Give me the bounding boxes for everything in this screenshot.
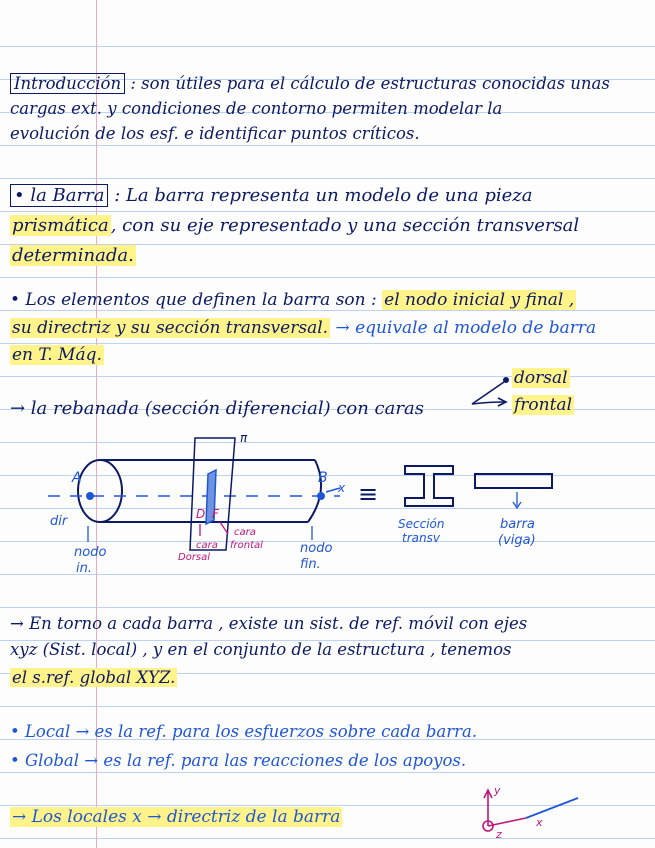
barra-text-2a: prismática <box>12 215 109 236</box>
node-B <box>317 492 325 500</box>
elementos-text-3: en T. Máq. <box>12 345 102 365</box>
label-pi: π <box>240 431 248 445</box>
label-dir: dir <box>50 514 68 529</box>
axis-x-short <box>488 818 526 826</box>
barra-line-3 <box>10 245 136 266</box>
barra-label: • la Barra <box>10 184 108 207</box>
equals-sign: ≡ <box>358 480 379 508</box>
locales-line <box>10 807 342 827</box>
sist-ref-text-3: el s.ref. global XYZ. <box>12 668 176 687</box>
label-seccion-2: transv <box>402 531 440 545</box>
barra-text-3: determinada. <box>12 245 134 266</box>
node-A <box>86 492 94 500</box>
rebanada-frontal: frontal <box>514 395 573 415</box>
elementos-text-2a: su directriz y su sección transversal. <box>12 318 329 338</box>
label-D: D <box>196 507 206 521</box>
label-A: A <box>72 470 82 486</box>
intro-label: Introducción <box>10 73 125 94</box>
rebanada-dorsal: dorsal <box>514 368 568 388</box>
elementos-text-2b: → equivale al modelo de barra <box>335 318 597 338</box>
label-nodo-in-2: in. <box>76 561 92 576</box>
label-cara-dorsal-1: cara <box>196 540 218 551</box>
label-B: B <box>318 470 328 486</box>
rebanada-line: → la rebanada (sección diferencial) con caras <box>10 398 424 419</box>
label-cara-dorsal-2: Dorsal <box>178 552 211 563</box>
label-axis-z: z <box>496 828 502 841</box>
elementos-text-1b: el nodo inicial y final , <box>384 290 575 310</box>
sist-ref-line-2: xyz (Sist. local) , y en el conjunto de la estructura , tenemos <box>10 640 512 659</box>
label-barra-1: barra <box>500 517 535 532</box>
label-seccion-1: Sección <box>398 517 445 531</box>
intro-line-1 <box>10 74 610 93</box>
elementos-line-1 <box>10 290 576 310</box>
bullet-local: • Local → es la ref. para los esfuerzos sobre cada barra. <box>10 722 478 741</box>
label-nodo-fin-1: nodo <box>300 541 333 556</box>
barra-text-2b: , con su eje representado y una sección transversal <box>110 215 580 236</box>
frontal-pointer <box>220 522 228 534</box>
sist-ref-line-3 <box>10 668 177 687</box>
label-cara-frontal-1: cara <box>234 527 256 538</box>
local-bar-line <box>526 798 578 818</box>
barra-line-2 <box>10 215 579 236</box>
sist-ref-line-1: → En torno a cada barra , existe un sist. de ref. móvil con ejes <box>10 614 528 633</box>
barra-text-1: : La barra representa un modelo de una pieza <box>114 185 533 206</box>
beam-shape <box>475 474 552 488</box>
barra-line-1 <box>10 185 533 206</box>
label-x: x <box>338 481 346 495</box>
label-axis-y: y <box>494 784 501 797</box>
intro-text-1: : son útiles para el cálculo de estructuras conocidas unas <box>130 74 610 93</box>
local-axes-sketch <box>470 782 590 842</box>
label-axis-x: x <box>536 816 543 829</box>
elementos-line-3 <box>10 345 104 365</box>
bar-diagram <box>0 430 655 590</box>
locales-text: → Los locales x → directriz de la barra <box>12 807 341 827</box>
bullet-global: • Global → es la ref. para las reacciones de los apoyos. <box>10 751 467 770</box>
intro-line-2: cargas ext. y condiciones de contorno permiten modelar la <box>10 99 503 118</box>
intro-line-3: evolución de los esf. e identificar puntos críticos. <box>10 124 420 143</box>
label-nodo-fin-2: fin. <box>300 557 321 572</box>
label-cara-frontal-2: frontal <box>230 540 263 551</box>
label-nodo-in-1: nodo <box>74 545 107 560</box>
elementos-line-2 <box>10 318 596 338</box>
i-section-shape <box>405 466 453 506</box>
label-barra-2: (viga) <box>498 533 536 548</box>
beam-arrow <box>513 492 521 508</box>
elementos-text-1a: • Los elementos que definen la barra son : <box>10 290 377 310</box>
label-F: F <box>212 507 219 521</box>
